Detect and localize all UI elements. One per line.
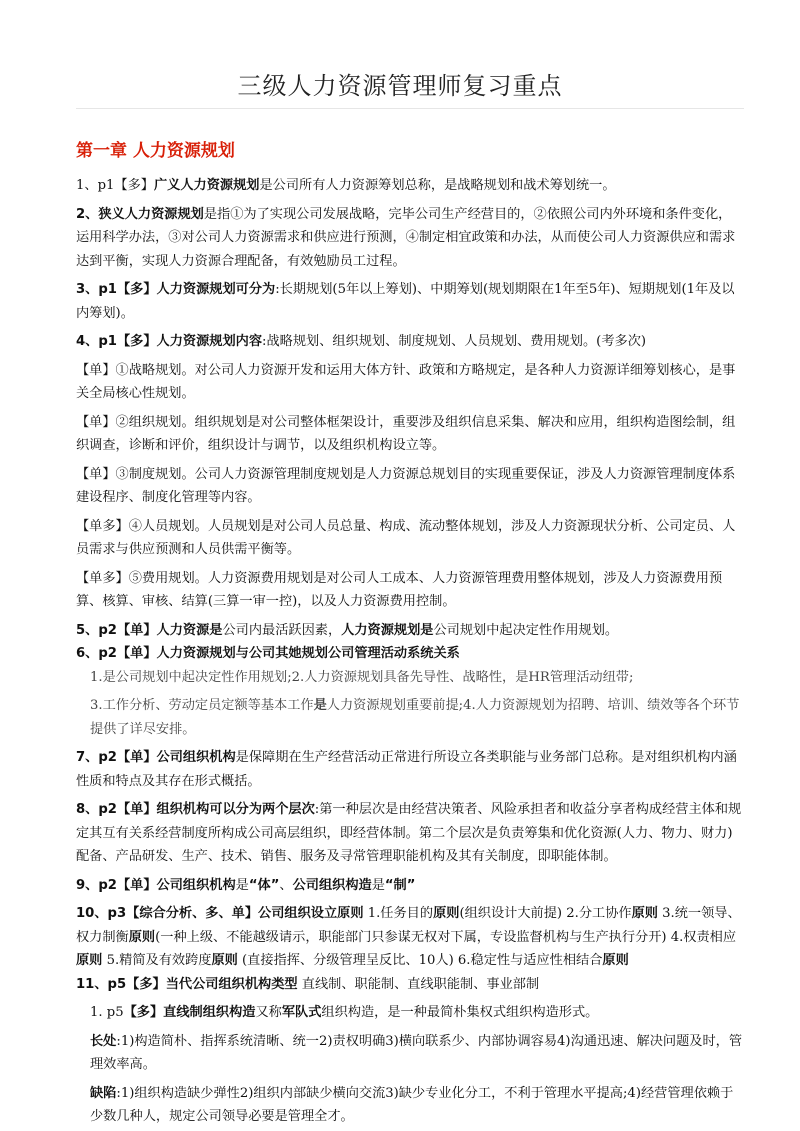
item-1: 1、p1【多】广义人力资源规划是公司所有人力资源筹划总称，是战略规划和战术筹划统一。: [76, 178, 616, 193]
item-7: 7、p2【单】公司组织机构是保障期在生产经营活动正常进行所设立各类职能与业务部门总称。是对组织机构内涵性质和特点及其存在形式概括。: [76, 750, 737, 789]
item-6-line-1: 1.是公司规划中起决定性作用规划;2.人力资源规划具备先导性、战略性，是HR管理活动纽带;: [90, 669, 634, 685]
sub-item-strategy: 【单】①战略规划。对公司人力资源开发和运用大体方针、政策和方略规定，是各种人力资源详细筹划核心，是事关全局核心性规划。: [76, 362, 736, 401]
sub-item-cost: 【单多】⑤费用规划。人力资源费用规划是对公司人工成本、人力资源管理费用整体规划，涉及人力资源费用预算、核算、审核、结算(三算一审一控)，以及人力资源费用控制。: [76, 570, 723, 609]
disadvantages: 缺陷:1)组织构造缺少弹性2)组织内部缺少横向交流3)缺少专业化分工，不利于管理水平提高;4)经营管理依赖于少数几种人，规定公司领导必要是管理全才。: [90, 1085, 734, 1124]
item-2: 2、狭义人力资源规划是指①为了实现公司发展战略，完毕公司生产经营目的，②依照公司内外环境和条件变化，运用科学办法，③对公司人力资源需求和供应进行预测，④制定相宜政策和办法，从而使公司人力资源供应和需求达到平衡，实现人力资源合理配备，有效勉励员工过程。: [76, 206, 736, 269]
item-6: 6、p2【单】人力资源规划与公司其她规划公司管理活动系统关系: [76, 646, 460, 661]
item-6-line-2: 3.工作分析、劳动定员定额等基本工作是人力资源规划重要前提;4.人力资源规划为招聘、培训、绩效等各个环节提供了详尽安排。: [90, 698, 740, 737]
page-title: 三级人力资源管理师复习重点: [237, 72, 563, 100]
item-11: 11、p5【多】当代公司组织机构类型 直线制、职能制、直线职能制、事业部制: [76, 976, 540, 992]
item-3: 3、p1【多】人力资源规划可分为:长期规划(5年以上筹划)、中期筹划(规划期限在1年至5年)、短期规划(1年及以内筹划)。: [76, 282, 735, 321]
chapter-heading: 第一章 人力资源规划: [76, 141, 235, 161]
item-8: 8、p2【单】组织机构可以分为两个层次:第一种层次是由经营决策者、风险承担者和收益分享者构成经营主体和规定其互有关系经营制度所构成公司高层组织，即经营体制。第二个层次是负责筹集和优化资源(人力、物力、财力)配备、产品研发、生产、技术、销售、服务及寻常管理职能机构及其有关制度，即职能体制。: [76, 802, 742, 864]
item-5: 5、p2【单】人力资源是公司内最活跃因素，人力资源规划是公司规划中起决定性作用规划。: [76, 622, 619, 638]
sub-item-staff: 【单多】④人员规划。人员规划是对公司人员总量、构成、流动整体规划，涉及人力资源现状分析、公司定员、人员需求与供应预测和人员供需平衡等。: [76, 518, 736, 557]
advantages: 长处:1)构造简朴、指挥系统清晰、统一2)责权明确3)横向联系少、内部协调容易4)沟通迅速、解决问题及时，管理效率高。: [90, 1033, 743, 1072]
document-body: [76, 174, 744, 1129]
title-divider: [76, 108, 744, 109]
sub-item-organization: 【单】②组织规划。组织规划是对公司整体框架设计，重要涉及组织信息采集、解决和应用，组织构造图绘制，组织调查，诊断和评价，组织设计与调节，以及组织机构设立等。: [76, 414, 736, 453]
item-10: 10、p3【综合分析、多、单】公司组织设立原则 1.任务目的原则(组织设计大前提) 2.分工协作原则 3.统一领导、权力制衡原则(一种上级、不能越级请示，职能部门只参谋无权对下属，专设监督机构与生产执行分开) 4.权责相应原则 5.精简及有效跨度原则 (直接指挥、分级管理呈反比、10人) 6.稳定性与适应性相结合原则: [76, 906, 741, 968]
item-4: 4、p1【多】人力资源规划内容:战略规划、组织规划、制度规划、人员规划、费用规划。(考多次): [76, 334, 647, 349]
item-11-line-structure: 1. p5【多】直线制组织构造又称军队式组织构造，是一种最简朴集权式组织构造形式。: [90, 1005, 599, 1020]
sub-item-system: 【单】③制度规划。公司人力资源管理制度规划是人力资源总规划目的实现重要保证，涉及人力资源管理制度体系建设程序、制度化管理等内容。: [76, 466, 736, 505]
item-9: 9、p2【单】公司组织机构是“体”、公司组织构造是“制”: [76, 877, 416, 893]
